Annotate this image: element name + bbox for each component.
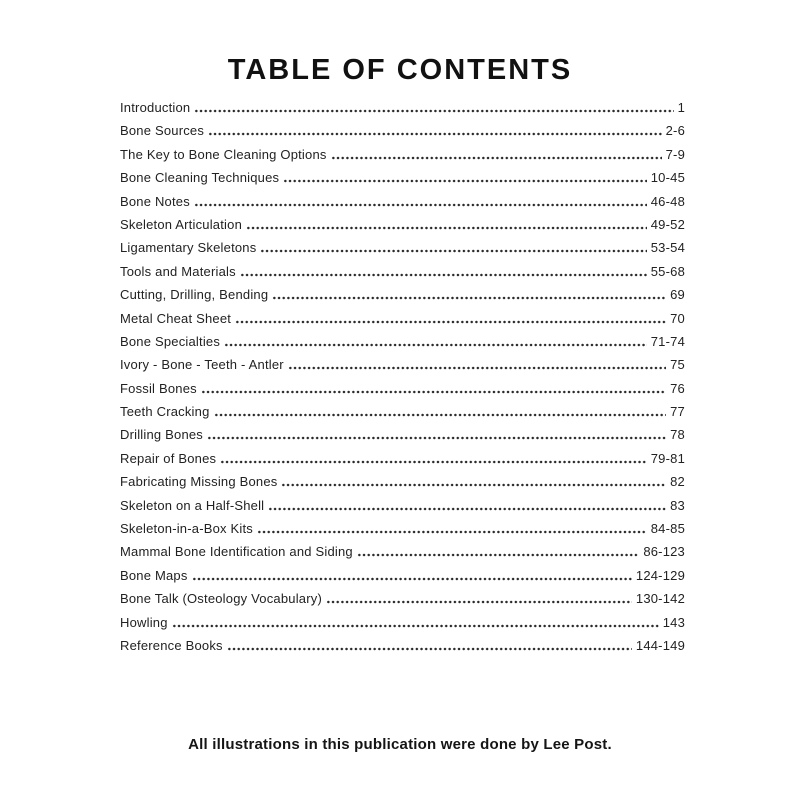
toc-entry-page-number: 130-142 <box>635 591 685 607</box>
dot-leader <box>260 248 646 254</box>
toc-entry-page-number: 76 <box>670 380 685 396</box>
toc-entry-label: Skeleton on a Half-Shell <box>120 497 265 513</box>
toc-entry-row <box>120 405 685 418</box>
toc-entry-row <box>120 639 685 652</box>
toc-entry-page-number: 71-74 <box>650 333 685 349</box>
dot-leader <box>172 623 659 629</box>
toc-entry-row <box>120 288 685 301</box>
dot-leader <box>331 155 662 161</box>
toc-entry-page-number: 83 <box>670 497 685 513</box>
dot-leader <box>235 319 666 325</box>
toc-entry-page-number: 75 <box>670 357 685 373</box>
toc-entry-row <box>120 428 685 441</box>
dot-leader <box>281 482 666 488</box>
toc-entry-label: Bone Talk (Osteology Vocabulary) <box>120 591 322 607</box>
toc-entry-label: Metal Cheat Sheet <box>120 310 232 326</box>
dot-leader <box>246 225 647 231</box>
dot-leader <box>227 646 632 652</box>
dot-leader <box>194 202 647 208</box>
toc-entry-label: Teeth Cracking <box>120 404 210 420</box>
toc-entry-row <box>120 171 685 184</box>
toc-entry-row <box>120 335 685 348</box>
toc-entry-row <box>120 499 685 512</box>
toc-entry-page-number: 55-68 <box>650 263 685 279</box>
toc-entry-page-number: 143 <box>662 614 685 630</box>
toc-entry-page-number: 53-54 <box>650 240 685 256</box>
dot-leader <box>283 178 647 184</box>
toc-entry-label: The Key to Bone Cleaning Options <box>120 146 327 162</box>
toc-entry-row <box>120 241 685 254</box>
toc-entry-label: Bone Maps <box>120 567 188 583</box>
dot-leader <box>288 365 666 371</box>
dot-leader <box>240 272 647 278</box>
dot-leader <box>357 552 639 558</box>
toc-entry-page-number: 1 <box>677 100 685 115</box>
toc-entry-page-number: 69 <box>670 287 685 303</box>
toc-entry-row <box>120 569 685 582</box>
toc-entry-row <box>120 475 685 488</box>
toc-entry-row <box>120 358 685 371</box>
toc-entry-page-number: 7-9 <box>665 146 685 162</box>
toc-entry-label: Introduction <box>120 100 191 115</box>
toc-entry-page-number: 77 <box>670 404 685 420</box>
toc-entry-label: Bone Specialties <box>120 333 221 349</box>
toc-entry-row <box>120 616 685 629</box>
toc-entry-row <box>120 218 685 231</box>
dot-leader <box>257 529 647 535</box>
toc-entry-label: Skeleton-in-a-Box Kits <box>120 521 254 537</box>
dot-leader <box>194 108 673 114</box>
toc-entry-label: Mammal Bone Identification and Siding <box>120 544 353 560</box>
toc-entry-page-number: 70 <box>670 310 685 326</box>
toc-entry-page-number: 78 <box>670 427 685 443</box>
illustration-credit-text: All illustrations in this publication were done by Lee Post. <box>188 735 612 753</box>
toc-entry-row <box>120 545 685 558</box>
dot-leader <box>208 131 662 137</box>
dot-leader <box>224 342 647 348</box>
dot-leader <box>214 412 667 418</box>
toc-entry-page-number: 46-48 <box>650 193 685 209</box>
toc-entry-row <box>120 195 685 208</box>
toc-entry-page-number: 49-52 <box>650 216 685 232</box>
toc-entry-label: Ligamentary Skeletons <box>120 240 257 256</box>
toc-entry-row <box>120 382 685 395</box>
toc-entry-row <box>120 452 685 465</box>
toc-entry-label: Ivory - Bone - Teeth - Antler <box>120 357 284 373</box>
dot-leader <box>201 389 666 395</box>
toc-entry-label: Howling <box>120 614 168 630</box>
toc-entry-row <box>120 312 685 325</box>
toc-entry-row <box>120 124 685 137</box>
toc-entry-label: Bone Notes <box>120 193 190 209</box>
toc-entry-label: Fossil Bones <box>120 380 197 396</box>
toc-entry-page-number: 2-6 <box>665 123 685 139</box>
toc-entry-row <box>120 265 685 278</box>
toc-entry-label: Drilling Bones <box>120 427 204 443</box>
toc-entry-label: Fabricating Missing Bones <box>120 474 278 490</box>
toc-entry-label: Repair of Bones <box>120 450 217 466</box>
dot-leader <box>220 459 647 465</box>
toc-entry-page-number: 124-129 <box>635 567 685 583</box>
page-title: TABLE OF CONTENTS <box>227 54 573 86</box>
toc-entry-label: Bone Sources <box>120 123 205 139</box>
toc-entry-row <box>120 592 685 605</box>
dot-leader <box>272 295 666 301</box>
table-of-contents-list <box>0 87 800 652</box>
toc-entry-label: Skeleton Articulation <box>120 216 242 232</box>
toc-entry-page-number: 10-45 <box>650 170 685 186</box>
toc-entry-row <box>120 522 685 535</box>
dot-leader <box>192 576 632 582</box>
toc-entry-label: Bone Cleaning Techniques <box>120 170 280 186</box>
toc-entry-label: Reference Books <box>120 637 223 653</box>
toc-entry-row <box>120 148 685 161</box>
dot-leader <box>207 435 666 441</box>
toc-entry-page-number: 84-85 <box>650 521 685 537</box>
toc-entry-label: Tools and Materials <box>120 263 236 279</box>
dot-leader <box>326 599 632 605</box>
toc-entry-page-number: 82 <box>670 474 685 490</box>
toc-entry-label: Cutting, Drilling, Bending <box>120 287 269 303</box>
dot-leader <box>268 506 666 512</box>
toc-entry-row <box>120 101 685 114</box>
toc-entry-page-number: 86-123 <box>643 544 685 560</box>
toc-entry-page-number: 79-81 <box>650 450 685 466</box>
toc-entry-page-number: 144-149 <box>635 637 685 653</box>
